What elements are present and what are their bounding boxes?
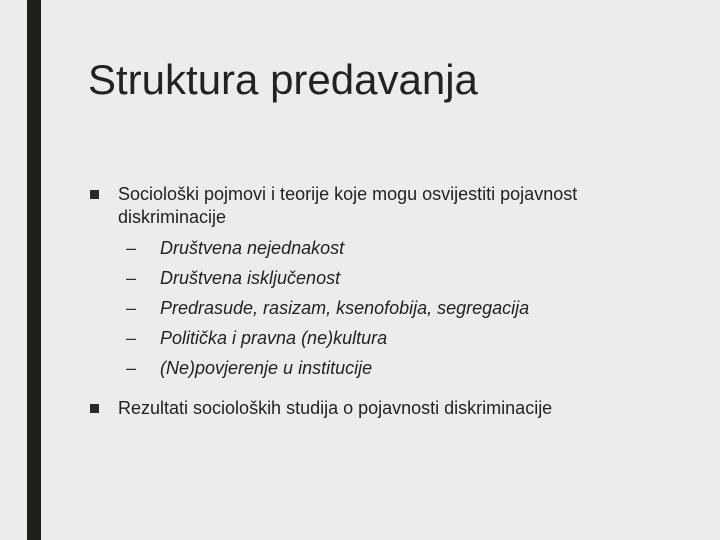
- bullet-item-results: [88, 397, 668, 420]
- sub-item: [118, 233, 668, 263]
- bullet-list: [88, 183, 668, 434]
- bullet-text: Rezultati socioloških studija o pojavnosti diskriminacije: [118, 398, 553, 418]
- sub-item-text: Politička i pravna (ne)kultura: [160, 328, 388, 348]
- sub-item: [118, 263, 668, 293]
- sub-item-text: Društvena nejednakost: [160, 238, 345, 258]
- dash-icon: –: [126, 358, 137, 378]
- sub-list: [118, 233, 668, 383]
- bullet-item-concepts: [88, 183, 668, 383]
- dash-icon: –: [126, 328, 137, 348]
- sub-item-text: Društvena isključenost: [160, 268, 341, 288]
- slide-title: Struktura predavanja: [88, 56, 478, 103]
- dash-icon: –: [126, 298, 137, 318]
- bullet-text: Sociološki pojmovi i teorije koje mogu osvijestiti pojavnost diskriminacije: [118, 184, 578, 227]
- square-bullet-icon: [90, 404, 99, 413]
- sub-item: [118, 353, 668, 383]
- dash-icon: –: [126, 238, 137, 258]
- sub-item-text: (Ne)povjerenje u institucije: [160, 358, 373, 378]
- sub-item: [118, 293, 668, 323]
- sub-item: [118, 323, 668, 353]
- left-accent-bar: [27, 0, 41, 540]
- sub-item-text: Predrasude, rasizam, ksenofobija, segregacija: [160, 298, 530, 318]
- square-bullet-icon: [90, 190, 99, 199]
- dash-icon: –: [126, 268, 137, 288]
